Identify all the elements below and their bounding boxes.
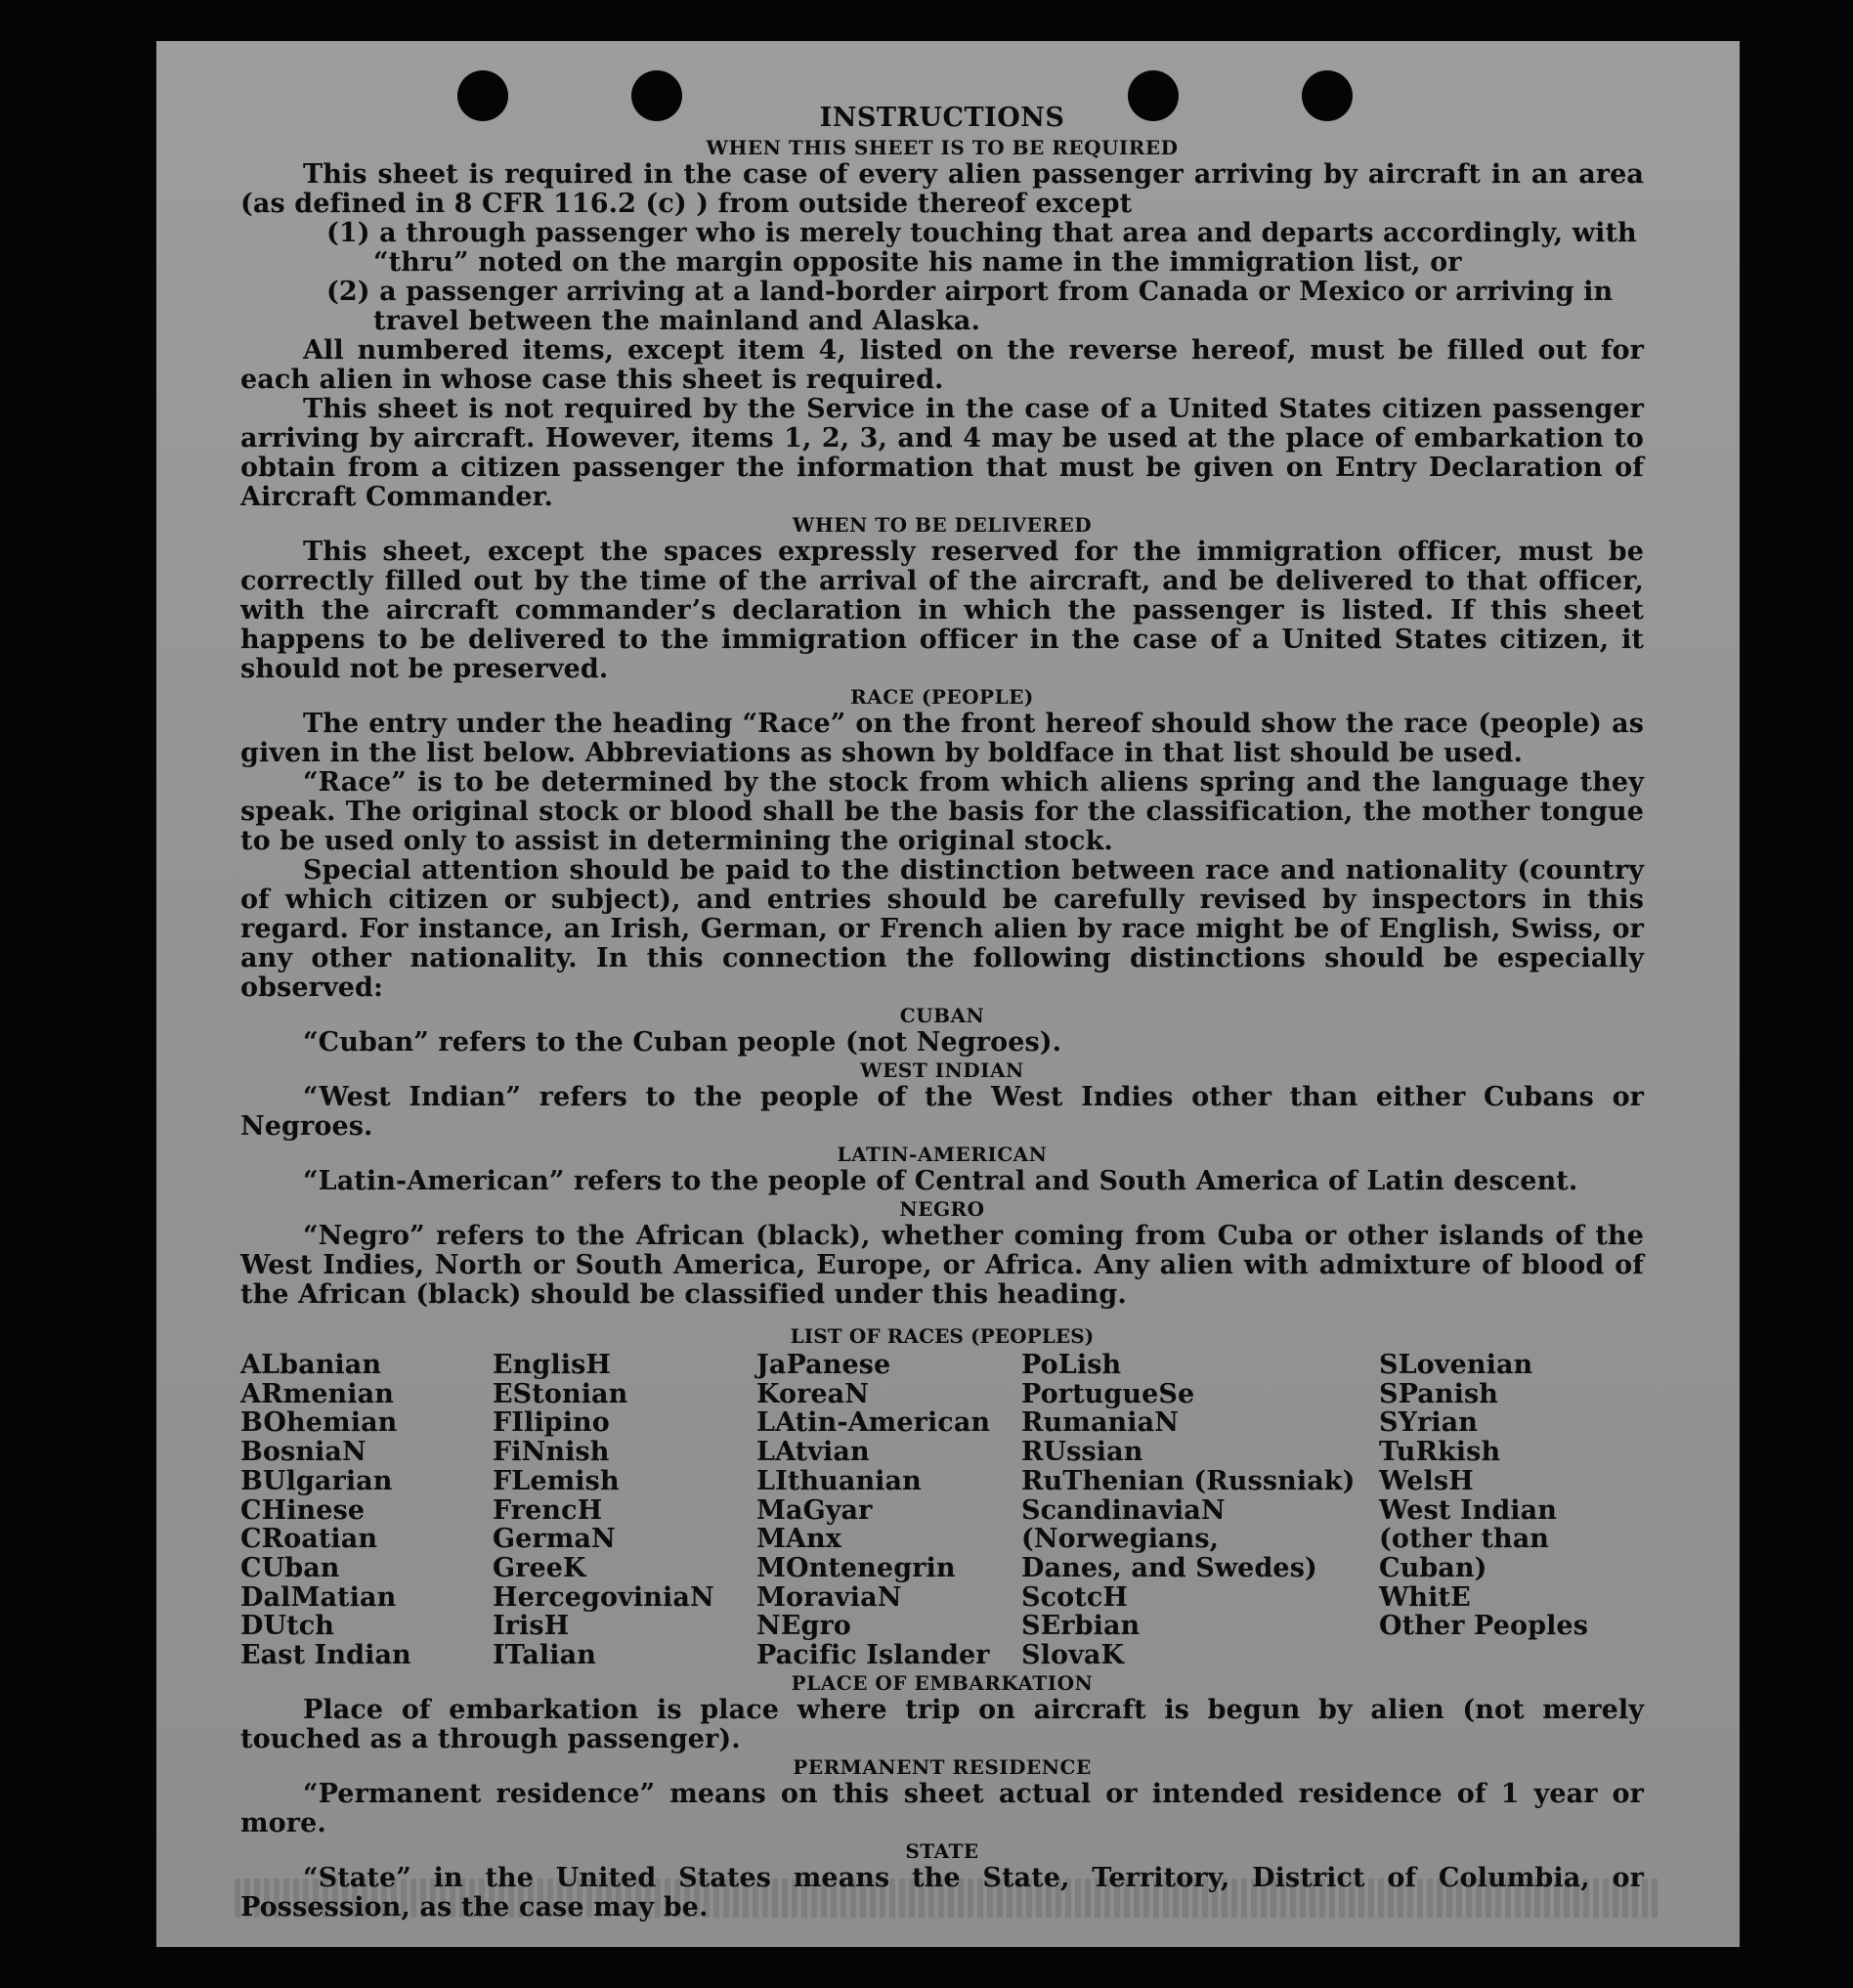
race-item: SErbian	[1021, 1611, 1141, 1642]
paragraph: “Negro” refers to the African (black), whether coming from Cuba or other islands of the West Indies, North or South America, Europe, or Africa. Any alien with admixture of blood of the African (black) should be classified under this heading.	[240, 1221, 1644, 1310]
paragraph: Special attention should be paid to the distinction between race and nationality (country of which citizen or subject), and entries should be carefully revised by inspectors in this regard. For instance, an Irish, German, or French alien by race might be of English, Swiss, or any other nationality. In this connection the following distinctions should be especially observed:	[240, 855, 1644, 1003]
races-column	[493, 1351, 756, 1670]
race-item: RuThenian (Russniak)	[1021, 1465, 1356, 1496]
race-item: FrencH	[493, 1494, 603, 1526]
race-item: PoLish	[1021, 1350, 1122, 1380]
race-item: LIthuanian	[756, 1465, 922, 1496]
paragraph: This sheet, except the spaces expressly reserved for the immigration officer, must be correctly filled out by the time of the arrival of the aircraft, and be delivered to that officer, with the aircraft commander’s declaration in which the passenger is listed. If this sheet happens to be delivered to the immigration officer in the case of a United States citizen, it should not be preserved.	[240, 537, 1644, 684]
race-item: ITalian	[493, 1640, 596, 1671]
race-item: SlovaK	[1021, 1640, 1125, 1671]
document-page	[156, 41, 1740, 1947]
instructions-body	[240, 102, 1644, 1923]
race-item: ScotcH	[1021, 1581, 1128, 1613]
paragraph: This sheet is not required by the Service in the case of a United States citizen passenger arriving by aircraft. However, items 1, 2, 3, and 4 may be used at the place of embarkation to obtain from a citizen passenger the information that must be given on Entry Declaration of Aircraft Commander.	[240, 394, 1644, 512]
paragraph: Place of embarkation is place where trip on aircraft is begun by alien (not merely touched as a through passenger).	[240, 1694, 1644, 1754]
section-heading: NEGRO	[899, 1197, 985, 1221]
section-heading: CUBAN	[899, 1004, 985, 1027]
race-item: West Indian (other than Cuban)	[1379, 1494, 1557, 1583]
paragraph: “State” in the United States means the State, Territory, District of Columbia, or Possession, as the case may be.	[240, 1862, 1644, 1923]
race-item: East Indian	[240, 1640, 411, 1671]
race-item: CUban	[240, 1552, 340, 1583]
races-column	[1021, 1351, 1379, 1670]
race-item: ALbanian	[240, 1350, 382, 1380]
race-item: MAnx	[756, 1524, 841, 1555]
section-heading: PLACE OF EMBARKATION	[791, 1670, 1094, 1695]
race-item: MoraviaN	[756, 1581, 902, 1613]
race-item: SLovenian	[1379, 1350, 1533, 1380]
race-item: EStonian	[493, 1378, 628, 1409]
section-heading: WHEN TO BE DELIVERED	[792, 513, 1093, 537]
section-heading: WEST INDIAN	[860, 1059, 1024, 1082]
race-item: EnglisH	[493, 1350, 612, 1380]
race-item: WelsH	[1379, 1465, 1474, 1496]
race-item: BosniaN	[240, 1437, 366, 1468]
race-item: WhitE	[1379, 1581, 1471, 1613]
race-item: MaGyar	[756, 1494, 873, 1526]
paragraph: The entry under the heading “Race” on the front hereof should show the race (people) as given in the list below. Abbreviations as shown by boldface in that list should be used.	[240, 709, 1644, 768]
race-item: IrisH	[493, 1611, 570, 1642]
section-heading: PERMANENT RESIDENCE	[793, 1754, 1092, 1779]
race-item: DUtch	[240, 1611, 335, 1642]
race-item: LAtin-American	[756, 1407, 991, 1439]
race-item: SYrian	[1379, 1407, 1478, 1439]
race-item: NEgro	[756, 1611, 851, 1642]
race-item: RumaniaN	[1021, 1407, 1179, 1439]
page-title: INSTRUCTIONS	[819, 103, 1065, 133]
race-item: DalMatian	[240, 1581, 397, 1613]
race-item: BOhemian	[240, 1407, 398, 1439]
race-item: FLemish	[493, 1465, 620, 1496]
races-column	[756, 1351, 1021, 1670]
races-column	[240, 1351, 493, 1670]
paragraph: “Latin-American” refers to the people of Central and South America of Latin descent.	[303, 1166, 1578, 1196]
paragraph: “Cuban” refers to the Cuban people (not Negroes).	[303, 1027, 1062, 1058]
paragraph: This sheet is required in the case of every alien passenger arriving by aircraft in an area (as defined in 8 CFR 116.2 (c) ) from outside thereof except	[240, 159, 1644, 219]
section-heading: RACE (PEOPLE)	[850, 685, 1034, 709]
race-item: Other Peoples	[1379, 1611, 1589, 1642]
race-item: MOntenegrin	[756, 1552, 956, 1583]
race-item: CRoatian	[240, 1524, 378, 1555]
paragraph: “Race” is to be determined by the stock from which aliens spring and the language they speak. The original stock or blood shall be the basis for the classification, the mother tongue to be used only to assist in determining the original stock.	[240, 767, 1644, 856]
races-column	[1379, 1351, 1644, 1670]
section-heading: WHEN THIS SHEET IS TO BE REQUIRED	[706, 136, 1179, 159]
paragraph: “West Indian” refers to the people of the West Indies other than either Cubans or Negroes.	[240, 1082, 1644, 1142]
race-item: GermaN	[493, 1524, 616, 1555]
race-item: ARmenian	[240, 1378, 394, 1409]
races-list	[240, 1351, 1644, 1670]
race-item: BUlgarian	[240, 1465, 393, 1496]
paragraph: All numbered items, except item 4, listed on the reverse hereof, must be filled out for each alien in whose case this sheet is required.	[240, 335, 1644, 395]
race-item: LAtvian	[756, 1437, 870, 1468]
section-heading: STATE	[905, 1838, 979, 1863]
race-item: KoreaN	[756, 1378, 870, 1409]
race-item: RUssian	[1021, 1437, 1143, 1468]
exception-item: (1) a through passenger who is merely touching that area and departs accordingly, with “thru” noted on the margin opposite his name in the immigration list, or	[326, 218, 1637, 278]
race-item: SPanish	[1379, 1378, 1498, 1409]
exception-item: (2) a passenger arriving at a land-border airport from Canada or Mexico or arriving in travel between the mainland and Alaska.	[326, 277, 1614, 336]
race-item: Pacific Islander	[756, 1640, 990, 1671]
race-item: GreeK	[493, 1552, 586, 1583]
race-item: PortugueSe	[1021, 1378, 1195, 1409]
race-item: ScandinaviaN (Norwegians, Danes, and Swedes)	[1021, 1494, 1317, 1583]
race-item: FiNnish	[493, 1437, 610, 1468]
section-heading: LATIN-AMERICAN	[837, 1143, 1048, 1166]
race-item: JaPanese	[756, 1350, 891, 1380]
race-item: CHinese	[240, 1494, 366, 1526]
section-heading: LIST OF RACES (PEOPLES)	[790, 1324, 1095, 1348]
race-item: TuRkish	[1379, 1437, 1501, 1468]
race-item: FIlipino	[493, 1407, 610, 1439]
race-item: HercegoviniaN	[493, 1581, 714, 1613]
paragraph: “Permanent residence” means on this sheet actual or intended residence of 1 year or more.	[240, 1778, 1644, 1838]
